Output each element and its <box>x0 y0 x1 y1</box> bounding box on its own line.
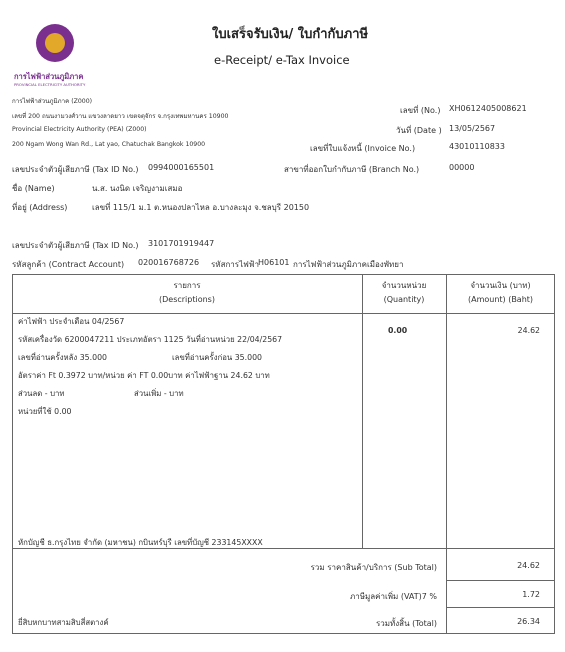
doc-no: XH0612405008621 <box>449 104 527 113</box>
bank-note: หักบัญชี ธ.กรุงไทย จำกัด (มหาชน) กบินทร์บุรี เลขที่บัญชี 233145XXXX <box>18 538 263 547</box>
contract-label: รหัสลูกค้า (Contract Account) <box>12 260 125 269</box>
customer-address: เลขที่ 115/1 ม.1 ต.หนองปลาไหล อ.บางละมุง จ.ชลบุรี 20150 <box>92 203 310 212</box>
sum-divider-2 <box>446 607 555 608</box>
col-qty-th: จำนวนหน่วย <box>381 281 427 290</box>
org-name-en: PROVINCIAL ELECTRICITY AUTHORITY <box>14 82 86 87</box>
office-name: การไฟฟ้าส่วนภูมิภาคเมืองพัทยา <box>293 260 404 269</box>
doc-date: 13/05/2567 <box>449 124 496 133</box>
invoice-no: 43010110833 <box>449 142 505 151</box>
customer-tax-id: 3101701919447 <box>148 239 215 248</box>
branch-no: 00000 <box>449 163 475 172</box>
invoice-label: เลขที่ใบแจ้งหนี้ (Invoice No.) <box>310 144 416 153</box>
desc-line-1: ค่าไฟฟ้า ประจำเดือน 04/2567 <box>18 317 125 326</box>
col-desc-en: (Descriptions) <box>159 295 215 304</box>
issuer-line3: Provincial Electricity Authority (PEA) (Z000) <box>12 126 147 133</box>
vat-value: 1.72 <box>522 590 540 599</box>
issuer-tax-id: 0994000165501 <box>148 163 215 172</box>
desc-line-4: อัตราค่า Ft 0.3972 บาท/หน่วย ค่า FT 0.00บาท ค่าไฟฟ้าฐาน 24.62 บาท <box>18 371 270 380</box>
issuer-line1: การไฟฟ้าส่วนภูมิภาค (Z000) <box>12 98 93 105</box>
desc-line-2: รหัสเครื่องวัด 6200047211 ประเภทอัตรา 1125 วันที่อ่านหน่วย 22/04/2567 <box>18 335 283 344</box>
org-name-th: การไฟฟ้าส่วนภูมิภาค <box>14 72 84 81</box>
total-label: รวมทั้งสิ้น (Total) <box>375 619 437 628</box>
vat-label: ภาษีมูลค่าเพิ่ม (VAT)7 % <box>349 592 437 601</box>
doc-date-label: วันที่ (Date ) <box>396 126 442 135</box>
desc-line-5a: ส่วนลด - บาท <box>18 389 65 398</box>
desc-line-3a: เลขที่อ่านครั้งหลัง 35.000 <box>18 353 107 362</box>
issuer-line4: 200 Ngam Wong Wan Rd., Lat yao, Chatuchak Bangkok 10900 <box>12 141 206 148</box>
title-en: e-Receipt/ e-Tax Invoice <box>214 53 350 67</box>
pea-logo-icon <box>36 24 74 62</box>
col-amt-en: (Amount) (Baht) <box>467 295 534 304</box>
title-th: ใบเสร็จรับเงิน/ ใบกำกับภาษี <box>212 27 369 42</box>
contract-no: 020016768726 <box>138 258 200 267</box>
branch-label: สาขาที่ออกใบกำกับภาษี (Branch No.) <box>284 165 420 174</box>
desc-line-5b: ส่วนเพิ่ม - บาท <box>134 389 184 398</box>
desc-line-6: หน่วยที่ใช้ 0.00 <box>18 407 72 416</box>
amount-value: 24.62 <box>517 326 540 335</box>
sum-divider-1 <box>446 580 555 581</box>
total-in-words: ยี่สิบหกบาทสามสิบสี่สตางค์ <box>18 618 109 627</box>
issuer-line2: เลขที่ 200 ถนนงามวงศ์วาน แขวงลาดยาว เขตจตุจักร จ.กรุงเทพมหานคร 10900 <box>12 113 229 120</box>
total-value: 26.34 <box>517 617 540 626</box>
quantity-value: 0.00 <box>388 326 408 335</box>
header-divider <box>12 313 555 314</box>
subtotal-value: 24.62 <box>517 561 540 570</box>
desc-line-3b: เลขที่อ่านครั้งก่อน 35.000 <box>172 353 263 362</box>
col-qty-en: (Quantity) <box>383 295 425 304</box>
col-divider-1 <box>362 274 363 548</box>
name-label: ชื่อ (Name) <box>12 184 55 193</box>
col-desc-th: รายการ <box>173 281 201 290</box>
customer-tax-label: เลขประจำตัวผู้เสียภาษี (Tax ID No.) <box>12 241 139 250</box>
doc-no-label: เลขที่ (No.) <box>400 106 441 115</box>
col-amt-th: จำนวนเงิน (บาท) <box>470 281 531 290</box>
elec-code-label: รหัสการไฟฟ้า <box>211 260 259 269</box>
address-label: ที่อยู่ (Address) <box>12 203 68 212</box>
customer-name: น.ส. นงนิด เจริญงามเสมอ <box>92 184 183 193</box>
elec-code: H06101 <box>258 258 290 267</box>
subtotal-label: รวม ราคาสินค้า/บริการ (Sub Total) <box>310 563 437 572</box>
issuer-tax-label: เลขประจำตัวผู้เสียภาษี (Tax ID No.) <box>12 165 139 174</box>
